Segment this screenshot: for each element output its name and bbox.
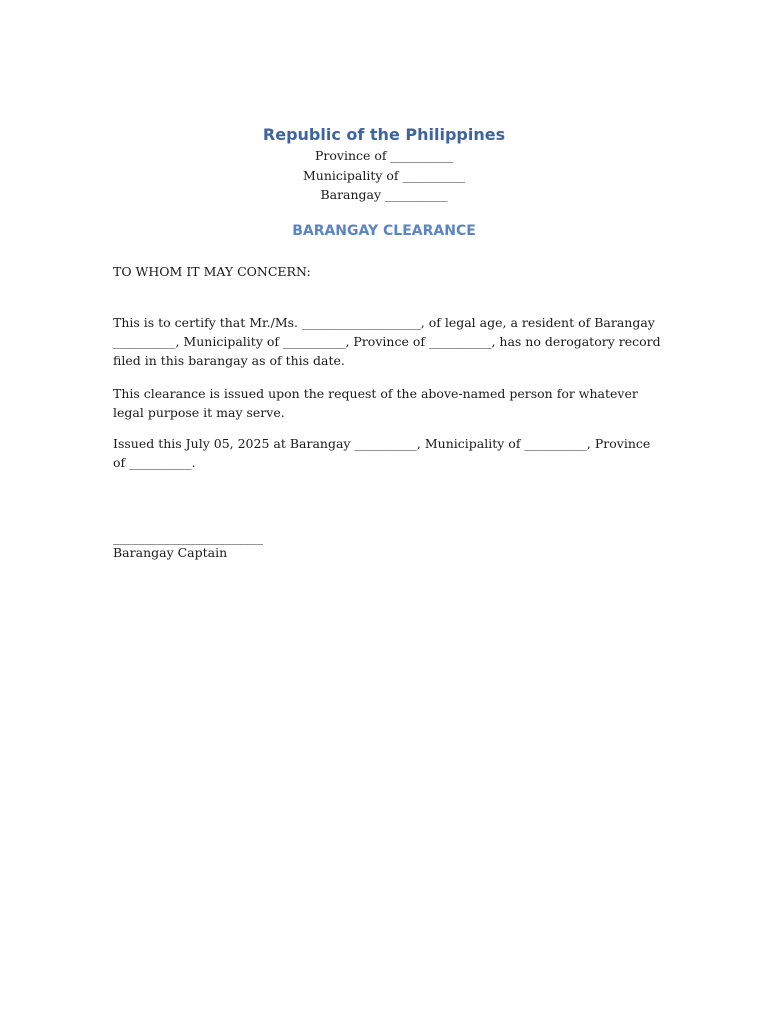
document-title: BARANGAY CLEARANCE	[292, 223, 476, 239]
purpose-paragraph: This clearance is issued upon the request of the above-named person for whatever legal purpose it may serve.	[113, 386, 638, 421]
salutation: TO WHOM IT MAY CONCERN:	[113, 264, 311, 279]
document-header	[0, 124, 768, 205]
signature-line: ________________________	[113, 530, 263, 545]
republic-heading: Republic of the Philippines	[262, 125, 506, 144]
barangay-line: Barangay __________	[320, 187, 448, 202]
province-line: Province of __________	[314, 148, 454, 163]
certification-paragraph: This is to certify that Mr./Ms. ___________________, of legal age, a resident of Barangay __________, Municipality of __________, Province of __________, has no derogatory record filed in this barangay as of this date.	[113, 315, 661, 369]
issued-paragraph: Issued this July 05, 2025 at Barangay __________, Municipality of __________, Province of __________.	[113, 436, 651, 471]
signatory-title: Barangay Captain	[113, 545, 228, 560]
municipality-line: Municipality of __________	[302, 167, 466, 183]
